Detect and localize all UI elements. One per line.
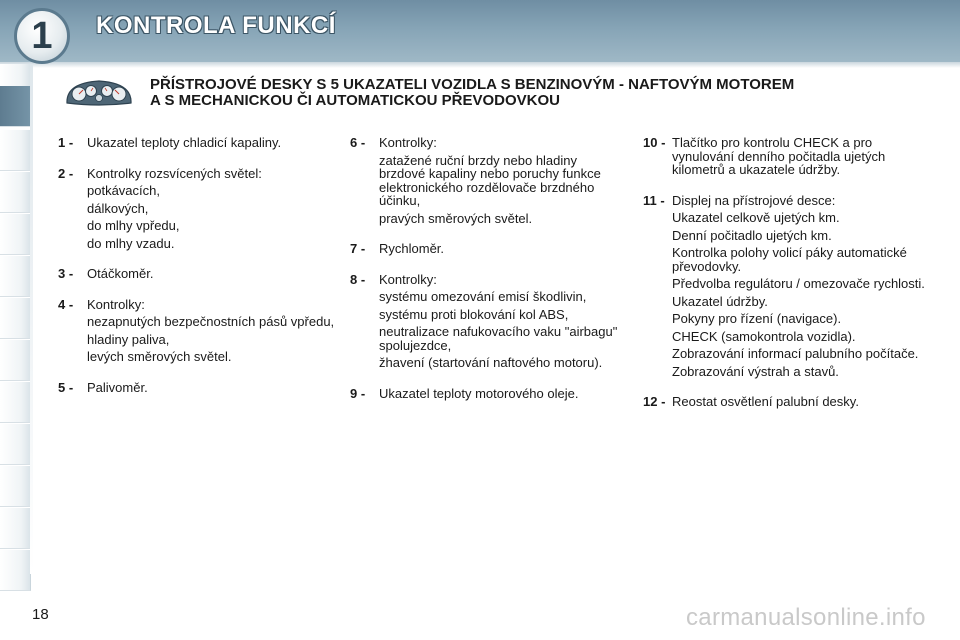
side-tab[interactable] (0, 340, 31, 381)
item-number: 10 - (643, 135, 666, 150)
item-text: Kontrolky rozsvícených světel: (87, 165, 262, 181)
item-number: 7 - (350, 241, 366, 256)
side-tab[interactable] (0, 298, 31, 339)
header-shadow (0, 62, 960, 68)
item-subtext: do mlhy vzadu. (87, 235, 175, 251)
item-subtext: neutralizace nafukovacího vaku "airbagu" spolujezdce, (379, 324, 618, 353)
item-number: 12 - (643, 394, 666, 409)
legend-item-9 (350, 387, 620, 401)
item-number: 8 - (350, 271, 366, 287)
item-subtext: Zobrazování výstrah a stavů. (672, 363, 839, 379)
item-text: Tlačítko pro kontrolu CHECK a pro vynulování denního počitadla ujetých kilometrů a ukazatele údržby. (672, 135, 886, 177)
item-subtext: žhavení (startování naftového motoru). (379, 355, 603, 370)
chapter-title: KONTROLA FUNKCÍ (96, 12, 336, 39)
item-subtext: hladiny paliva, (87, 331, 170, 347)
side-tab[interactable] (0, 424, 31, 465)
legend-item-5 (58, 381, 338, 395)
side-tab[interactable] (0, 508, 31, 549)
item-text: Otáčkoměr. (87, 266, 154, 281)
side-tab[interactable] (0, 382, 31, 423)
item-number: 9 - (350, 385, 366, 401)
item-subtext: nezapnutých bezpečnostních pásů vpředu, (87, 314, 335, 329)
item-text: Kontrolky: (379, 135, 437, 150)
side-edge (30, 64, 33, 574)
item-text: Rychloměr. (379, 241, 445, 256)
item-subtext: potkávacích, (87, 183, 160, 198)
item-subtext: systému proti blokování kol ABS, (379, 306, 569, 322)
item-subtext: zatažené ruční brzdy nebo hladiny brzdové kapaliny nebo poruchy funkce elektronického rozdělovače brzdného účinku, (379, 152, 601, 208)
legend-item-6 (350, 136, 620, 225)
item-number: 5 - (58, 379, 74, 395)
page-number: 18 (32, 606, 49, 623)
item-number: 6 - (350, 135, 366, 150)
legend-column-1 (58, 136, 338, 411)
item-subtext: pravých směrových světel. (379, 210, 533, 226)
side-tab-active[interactable] (0, 86, 31, 127)
side-tab[interactable] (0, 466, 31, 507)
side-tab[interactable] (0, 214, 31, 255)
legend-item-7 (350, 242, 620, 256)
section-title-line-2: A S MECHANICKOU ČI AUTOMATICKOU PŘEVODOVKOU (150, 92, 561, 109)
legend-item-1 (58, 136, 338, 150)
item-subtext: Pokyny pro řízení (navigace). (672, 311, 842, 326)
side-tab[interactable] (0, 550, 31, 591)
item-subtext: Ukazatel celkově ujetých km. (672, 210, 840, 225)
legend-item-10 (643, 136, 933, 177)
item-text: Ukazatel teploty motorového oleje. (379, 385, 579, 401)
item-subtext: do mlhy vpředu, (87, 218, 180, 233)
item-text: Reostat osvětlení palubní desky. (672, 394, 859, 409)
item-text: Palivoměr. (87, 379, 148, 395)
item-subtext: Kontrolka polohy volicí páky automatické převodovky. (672, 245, 907, 274)
item-number: 3 - (58, 266, 74, 281)
legend-item-2 (58, 167, 338, 251)
item-text: Ukazatel teploty chladicí kapaliny. (87, 135, 282, 150)
chapter-number-badge: 1 (14, 8, 70, 64)
legend-item-11 (643, 194, 933, 379)
section-title-line-1: PŘÍSTROJOVÉ DESKY S 5 UKAZATELI VOZIDLA S BENZINOVÝM - NAFTOVÝM MOTOREM (150, 76, 795, 93)
watermark: carmanualsonline.info (686, 604, 926, 631)
item-text: Displej na přístrojové desce: (672, 192, 836, 208)
section-title (150, 77, 940, 109)
legend-column-3 (643, 136, 933, 426)
item-number: 2 - (58, 165, 74, 181)
side-tab[interactable] (0, 256, 31, 297)
legend-column-2 (350, 136, 620, 417)
item-number: 4 - (58, 296, 74, 312)
item-subtext: CHECK (samokontrola vozidla). (672, 328, 856, 344)
item-subtext: Ukazatel údržby. (672, 293, 768, 309)
item-text: Kontrolky: (87, 296, 145, 312)
instrument-panel-icon (64, 77, 134, 107)
item-text: Kontrolky: (379, 271, 437, 287)
item-subtext: dálkových, (87, 200, 149, 216)
item-number: 1 - (58, 135, 74, 150)
side-tab[interactable] (0, 130, 31, 171)
item-subtext: systému omezování emisí škodlivin, (379, 289, 587, 304)
legend-item-4 (58, 298, 338, 364)
item-number: 11 - (643, 192, 665, 208)
legend-item-8 (350, 273, 620, 370)
item-subtext: levých směrových světel. (87, 349, 232, 364)
item-subtext: Předvolba regulátoru / omezovače rychlosti. (672, 276, 925, 291)
item-subtext: Zobrazování informací palubního počítače. (672, 346, 919, 361)
side-tab[interactable] (0, 172, 31, 213)
legend-item-12 (643, 395, 933, 409)
legend-item-3 (58, 267, 338, 281)
item-subtext: Denní počitadlo ujetých km. (672, 227, 832, 243)
